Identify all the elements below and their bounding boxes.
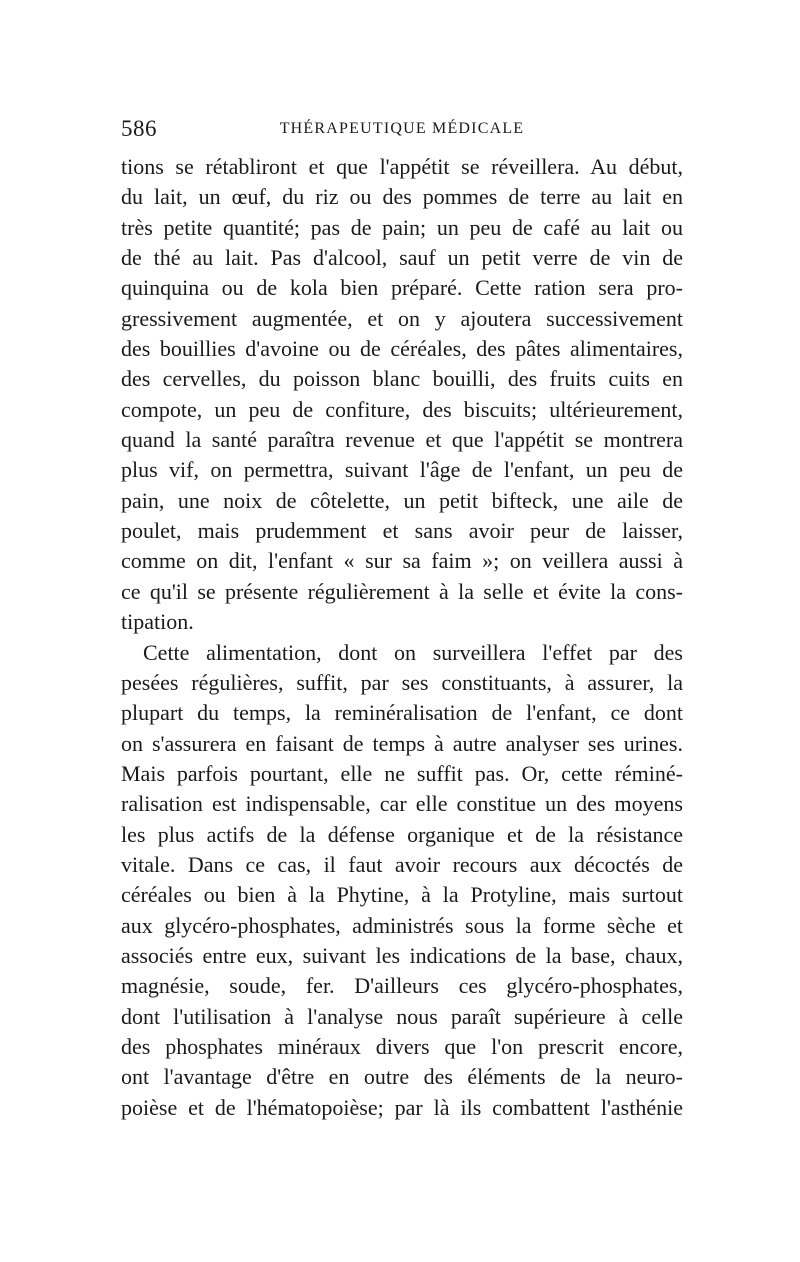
- text-line: pain, une noix de côtelette, un petit bifteck, une aile de: [121, 487, 683, 513]
- text-line: quinquina ou de kola bien préparé. Cette ration sera pro-: [121, 275, 683, 301]
- text-line: aux glycéro-phosphates, administrés sous la forme sèche et: [121, 912, 683, 938]
- text-line: ralisation est indispensable, car elle constitue un des moyens: [121, 791, 683, 817]
- text-line: pesées régulières, suffit, par ses constituants, à assurer, la: [121, 669, 683, 695]
- paragraph-1: [121, 152, 683, 638]
- text-line: céréales ou bien à la Phytine, à la Protyline, mais surtout: [121, 882, 683, 908]
- text-line: compote, un peu de confiture, des biscuits; ultérieurement,: [121, 396, 683, 422]
- text-line: quand la santé paraîtra revenue et que l'appétit se montrera: [121, 427, 683, 453]
- text-line: des phosphates minéraux divers que l'on prescrit encore,: [121, 1033, 683, 1059]
- text-line: tipation.: [121, 609, 194, 635]
- text-line: les plus actifs de la défense organique et de la résistance: [121, 821, 683, 847]
- text-line: comme on dit, l'enfant « sur sa faim »; on veillera aussi à: [121, 548, 683, 574]
- text-line: Mais parfois pourtant, elle ne suffit pas. Or, cette réminé-: [121, 760, 683, 786]
- text-line: des cervelles, du poisson blanc bouilli, des fruits cuits en: [121, 366, 683, 392]
- running-title: THÉRAPEUTIQUE MÉDICALE: [279, 120, 525, 137]
- text-line: associés entre eux, suivant les indications de la base, chaux,: [121, 942, 683, 968]
- text-line: magnésie, soude, fer. D'ailleurs ces glycéro-phosphates,: [121, 973, 683, 999]
- running-head: [121, 116, 683, 146]
- text-line: de thé au lait. Pas d'alcool, sauf un petit verre de vin de: [121, 245, 683, 271]
- text-line: du lait, un œuf, du riz ou des pommes de terre au lait en: [121, 184, 683, 210]
- text-line: ce qu'il se présente régulièrement à la selle et évite la cons-: [121, 578, 683, 604]
- text-line: poulet, mais prudemment et sans avoir peur de laisser,: [121, 518, 683, 544]
- text-line: on s'assurera en faisant de temps à autre analyser ses urines.: [121, 730, 683, 756]
- text-line: plus vif, on permettra, suivant l'âge de l'enfant, un peu de: [121, 457, 683, 483]
- text-line: Cette alimentation, dont on surveillera l'effet par des: [143, 639, 683, 665]
- body-text: [121, 152, 683, 1123]
- text-line: dont l'utilisation à l'analyse nous paraît supérieure à celle: [121, 1003, 683, 1029]
- text-line: ont l'avantage d'être en outre des éléments de la neuro-: [121, 1064, 683, 1090]
- text-line: vitale. Dans ce cas, il faut avoir recours aux décoctés de: [121, 851, 683, 877]
- text-line: gressivement augmentée, et on y ajoutera successivement: [121, 305, 683, 331]
- text-line: très petite quantité; pas de pain; un peu de café au lait ou: [121, 214, 683, 240]
- page-number: 586: [121, 116, 157, 141]
- text-line: tions se rétabliront et que l'appétit se réveillera. Au début,: [121, 154, 683, 179]
- text-line: plupart du temps, la reminéralisation de l'enfant, ce dont: [121, 700, 683, 726]
- text-line: poièse et de l'hématopoièse; par là ils combattent l'asthénie: [121, 1094, 683, 1120]
- paragraph-2: [121, 638, 683, 1124]
- text-line: des bouillies d'avoine ou de céréales, des pâtes alimentaires,: [121, 336, 683, 362]
